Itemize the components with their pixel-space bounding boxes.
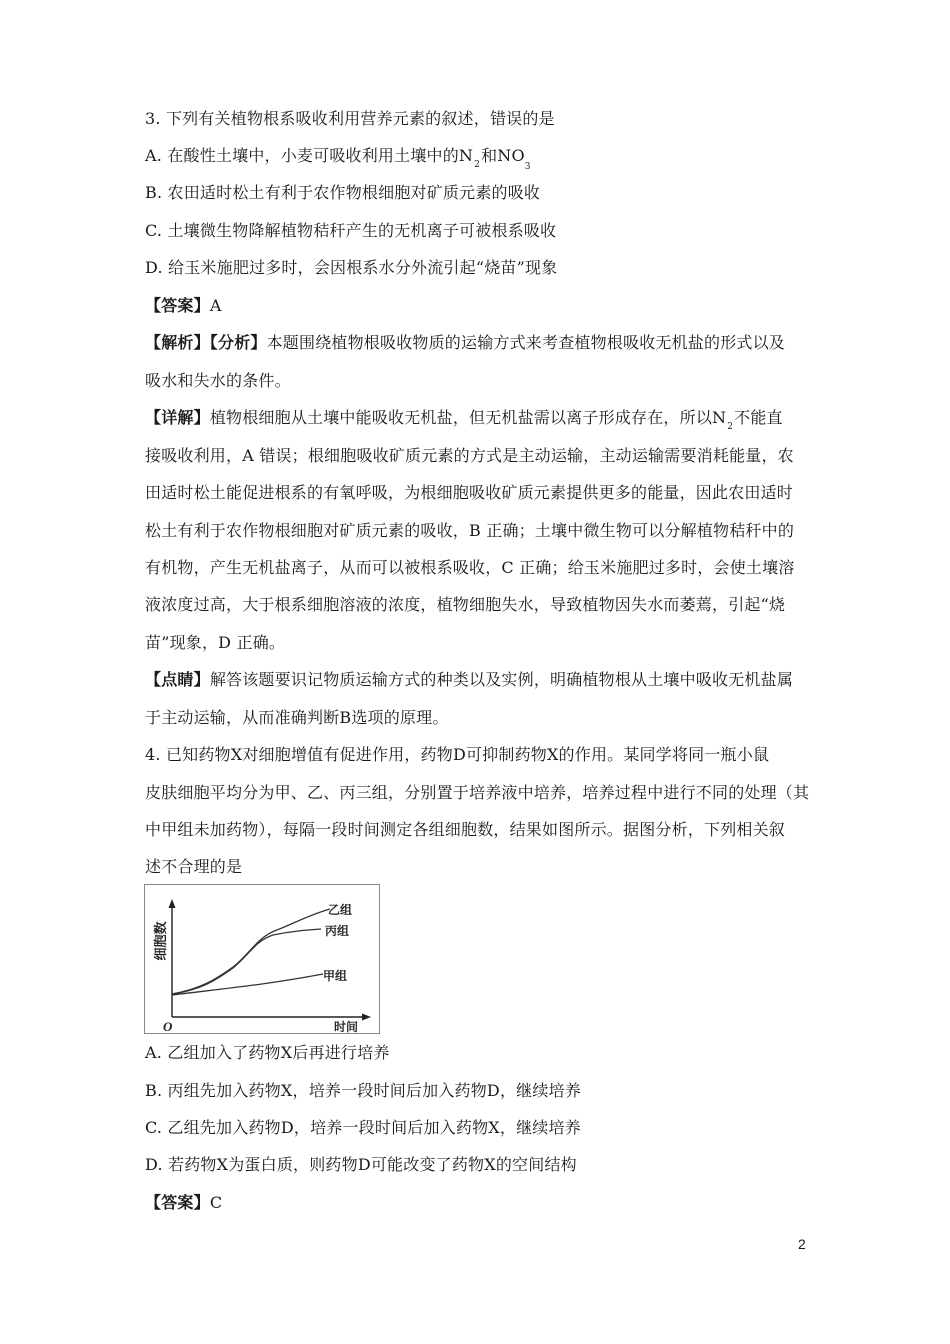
q3-detail-line2: 接吸收利用，A 错误；根细胞吸收矿质元素的方式是主动运输，主动运输需要消耗能量，农 (145, 446, 794, 465)
q4-stem-line2: 皮肤细胞平均分为甲、乙、丙三组，分别置于培养液中培养，培养过程中进行不同的处理（其 (145, 783, 810, 802)
q4-option-c: C. 乙组先加入药物D，培养一段时间后加入药物X，继续培养 (145, 1118, 581, 1137)
q3-comment-line1: 解答该题要识记物质运输方式的种类以及实例，明确植物根从土壤中吸收无机盐属 (209, 670, 794, 689)
q3-analysis-label: 【解析】【分析】 (145, 333, 267, 352)
q3-answer (145, 295, 222, 317)
q3-detail-line6: 液浓度过高，大于根系细胞溶液的浓度，植物细胞失水，导致植物因失水而萎蔫，引起“烧 (145, 595, 786, 614)
q3-option-a-text-mid: 和NO (481, 146, 525, 165)
q3-detail-line1: 植物根细胞从土壤中能吸收无机盐，但无机盐需以离子形成存在，所以N (209, 408, 727, 427)
q3-detail-line5: 有机物，产生无机盐离子，从而可以被根系吸收，C 正确；给玉米施肥过多时，会使土壤溶 (145, 558, 795, 577)
q3-analysis (145, 332, 785, 354)
q3-detail-line3: 田适时松土能促进根系的有氧呼吸，为根细胞吸收矿质元素提供更多的能量，因此农田适时 (145, 483, 794, 502)
series-jia-line (172, 974, 323, 995)
q4-answer (145, 1192, 222, 1214)
q4-stem-line4: 述不合理的是 (145, 857, 243, 876)
q3-option-d: D. 给玉米施肥过多时，会因根系水分外流引起“烧苗”现象 (145, 258, 558, 277)
q4-option-a: A. 乙组加入了药物X后再进行培养 (145, 1043, 390, 1062)
q3-detail (145, 407, 783, 432)
series-bing-label: 丙组 (325, 924, 350, 938)
q3-option-a-subscript: 2 (474, 160, 481, 170)
q3-analysis-line1: 本题围绕植物根吸收物质的运输方式来考查植物根吸收无机盐的形式以及 (266, 333, 786, 352)
series-bing-line (172, 929, 321, 994)
cell-growth-chart (145, 885, 379, 1033)
q3-option-a (145, 145, 531, 170)
q4-stem-line1: 4. 已知药物X对细胞增值有促进作用，药物D可抑制药物X的作用。某同学将同一瓶小鼠 (145, 745, 770, 764)
q3-analysis-line2: 吸水和失水的条件。 (145, 371, 291, 390)
origin-label: O (163, 1019, 173, 1033)
y-axis-arrow-icon (169, 899, 176, 908)
q3-detail-line1-end: 不能直 (734, 408, 783, 427)
q3-detail-line7: 苗”现象，D 正确。 (145, 633, 286, 652)
q4-option-b: B. 丙组先加入药物X，培养一段时间后加入药物D，继续培养 (145, 1081, 581, 1100)
series-yi-line (172, 909, 330, 994)
q3-comment (145, 669, 793, 691)
q4-option-d: D. 若药物X为蛋白质，则药物D可能改变了药物X的空间结构 (145, 1155, 577, 1174)
q3-option-a-subscript-3: 3 (524, 162, 531, 172)
q3-comment-label: 【点睛】 (145, 670, 210, 689)
q3-answer-value: A (209, 296, 222, 315)
q3-comment-line2: 于主动运输，从而准确判断B选项的原理。 (145, 708, 449, 727)
x-axis-label: 时间 (333, 1020, 359, 1033)
x-axis-arrow-icon (362, 1014, 371, 1021)
series-jia-label: 甲组 (323, 969, 348, 983)
q3-answer-label: 【答案】 (145, 296, 210, 315)
q3-detail-subscript: 2 (727, 422, 734, 432)
q3-option-b: B. 农田适时松土有利于农作物根细胞对矿质元素的吸收 (145, 183, 541, 202)
q3-detail-line4: 松土有利于农作物根细胞对矿质元素的吸收，B 正确；土壤中微生物可以分解植物秸秆中的 (145, 521, 795, 540)
q4-answer-value: C (209, 1193, 223, 1212)
series-yi-label: 乙组 (328, 903, 353, 917)
q3-detail-label: 【详解】 (145, 408, 210, 427)
page-number: 2 (798, 1236, 806, 1252)
q4-answer-label: 【答案】 (145, 1193, 210, 1212)
q3-stem: 3. 下列有关植物根系吸收利用营养元素的叙述，错误的是 (145, 109, 555, 128)
q3-option-a-text: A. 在酸性土壤中，小麦可吸收利用土壤中的N (145, 146, 474, 165)
q4-stem-line3: 中甲组未加药物），每隔一段时间测定各组细胞数，结果如图所示。据图分析，下列相关叙 (145, 820, 786, 839)
cell-growth-figure (144, 884, 380, 1034)
y-axis-label: 细胞数 (154, 921, 169, 961)
q3-option-c: C. 土壤微生物降解植物秸秆产生的无机离子可被根系吸收 (145, 221, 557, 240)
